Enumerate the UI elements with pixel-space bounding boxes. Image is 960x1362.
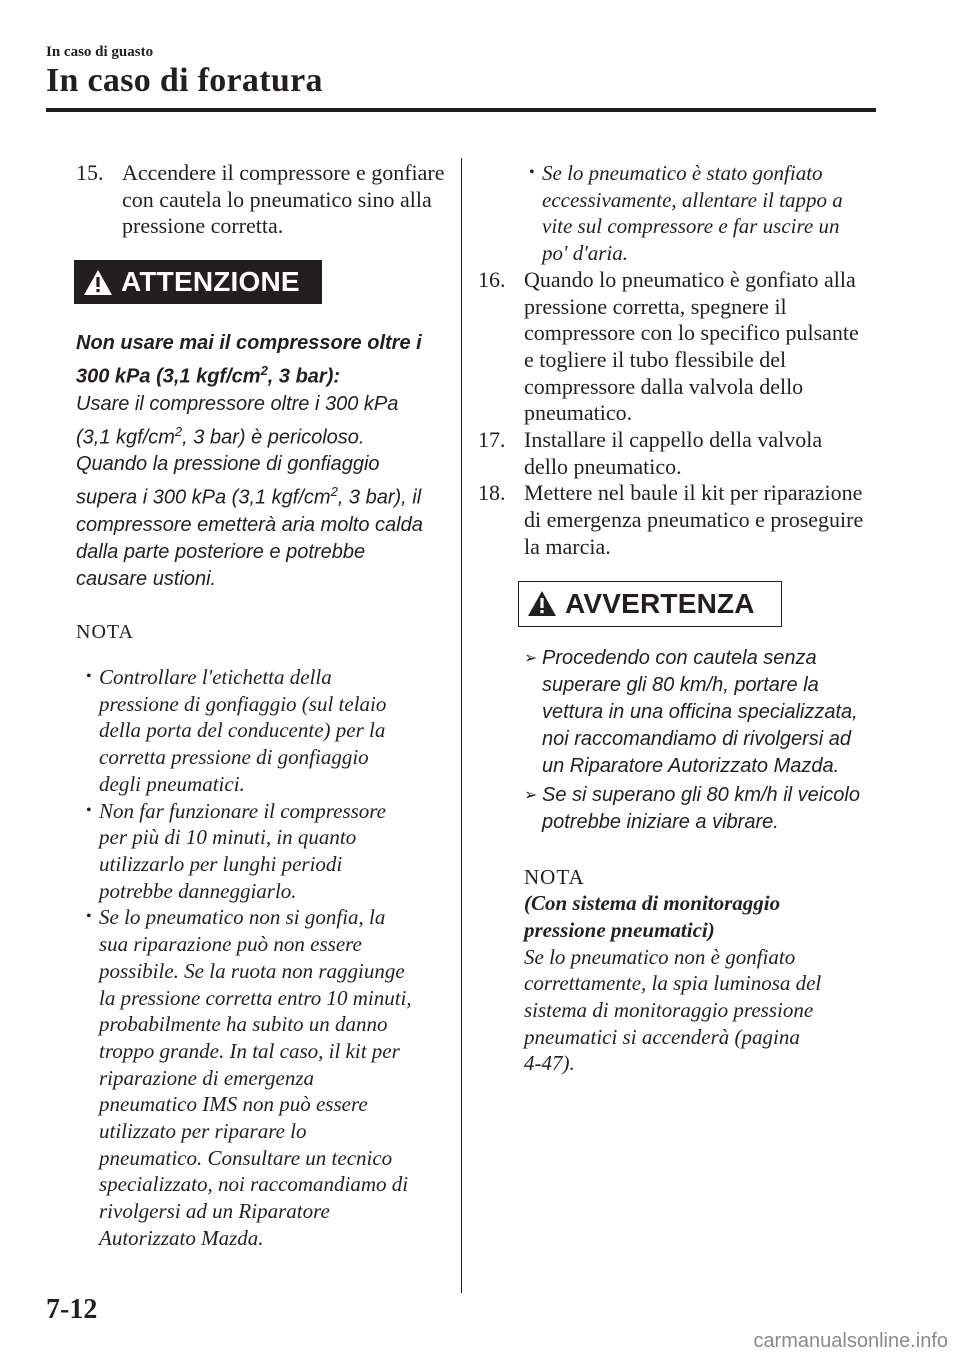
nota-subheading: pressione pneumatici) <box>524 917 715 942</box>
nota-body-line: Se lo pneumatico non è gonfiato <box>524 944 796 969</box>
nota-body-line: correttamente, la spia luminosa del <box>524 971 822 996</box>
attenzione-body-line: (3,1 kgf/$cm^2$, 3 bar) è pericoloso. <box>76 423 365 449</box>
nota-bullet: • Non far funzionare il compressore per più di 10 minuti, in quanto utilizzarlo per lunghi periodi potrebbe danneggiarlo. <box>86 798 386 903</box>
avvertenza-item: ➢ Se si superano gli 80 km/h il veicolo potrebbe iniziare a vibrare. <box>524 783 860 833</box>
step-number: 15. <box>76 160 104 185</box>
nota-body-line: 4-47). <box>524 1051 575 1076</box>
avvertenza-box <box>518 581 874 627</box>
step-15 <box>76 160 446 240</box>
nota-bullet: • Controllare l'etichetta della pressione di gonfiaggio (sul telaio della porta del conducente) per la corretta pressione di gonfiaggio degli pneumatici. <box>86 665 387 796</box>
left-column <box>76 160 446 1252</box>
page-number: 7-12 <box>46 1294 98 1325</box>
nota-right <box>524 864 874 1078</box>
nota-bullet: • Se lo pneumatico non si gonfia, la sua riparazione può non essere possibile. Se la ruota non raggiunge la pressione corretta entro 10 minuti, probabilmente ha subito un danno troppo grande. In tal caso, il kit per riparazione di emergenza pneumatico IMS non può essere utilizzato per riparare lo pneumatico. Consultare un tecnico specializzato, noi raccomandiamo di rivolgersi ad un Riparatore Autorizzato Mazda. <box>86 905 412 1250</box>
avvertenza-item: ➢ Procedendo con cautela senza superare gli 80 km/h, portare la vettura in una officina specializzata, noi raccomandiamo di rivolgersi ad un Riparatore Autorizzato Mazda. <box>524 646 858 777</box>
avvertenza-items <box>524 645 874 836</box>
step-16: 16. Quando lo pneumatico è gonfiato alla pressione corretta, spegnere il compressore con lo specifico pulsante e togliere il tubo flessibile del compressore dalla valvola dello pneumatico. <box>478 266 859 426</box>
column-divider <box>461 158 462 1293</box>
step-text: Accendere il compressore e gonfiare <box>122 160 445 185</box>
attenzione-body-line: Quando la pressione di gonfiaggio <box>76 453 380 476</box>
bullet-dot-icon: • <box>86 908 92 926</box>
attenzione-body-line: causare ustioni. <box>76 568 217 591</box>
section-label: In caso di guasto <box>46 44 154 60</box>
nota-body-line: sistema di monitoraggio pressione <box>524 998 814 1023</box>
avvertenza-label: AVVERTENZA <box>565 587 755 619</box>
nota-body-line: pneumatici si accenderà (pagina <box>524 1024 800 1049</box>
attenzione-box <box>74 260 446 304</box>
warning-triangle-icon <box>527 590 557 617</box>
bullet-dot-icon: • <box>86 801 92 819</box>
warning-triangle-icon <box>83 269 113 296</box>
attenzione-heading: 300 kPa (3,1 kgf/$cm^2$, 3 bar): <box>76 363 341 388</box>
avvertenza-header <box>518 581 782 627</box>
attenzione-heading: Non usare mai il compressore oltre i <box>76 332 422 355</box>
nota-subheading: (Con sistema di monitoraggio <box>524 891 781 916</box>
attenzione-body-line: compressore emetterà aria molto calda <box>76 514 423 537</box>
page-title: In caso di foratura <box>46 62 323 99</box>
bullet-dot-icon: • <box>86 668 92 686</box>
step-17: 17. Installare il cappello della valvola dello pneumatico. <box>478 427 823 479</box>
nota-bullets <box>86 664 446 1251</box>
attenzione-body-line: dalla parte posteriore e potrebbe <box>76 541 366 564</box>
attenzione-body-line: Usare il compressore oltre i 300 kPa <box>76 392 399 415</box>
attenzione-label: ATTENZIONE <box>121 266 300 298</box>
step-text: con cautela lo pneumatico sino alla <box>122 186 432 212</box>
top-bullet: • Se lo pneumatico è stato gonfiato eccessivamente, allentare il tappo a vite sul compressore e far uscire un po' d'aria. <box>529 161 843 266</box>
nota-heading: NOTA <box>524 864 585 889</box>
watermark: carmanualsonline.info <box>753 1330 948 1352</box>
arrow-bullet-icon: ➢ <box>524 649 538 667</box>
attenzione-header <box>74 260 322 304</box>
bullet-dot-icon: • <box>529 164 535 181</box>
step-18: 18. Mettere nel baule il kit per riparazione di emergenza pneumatico e proseguire la marcia. <box>478 480 864 559</box>
arrow-bullet-icon: ➢ <box>524 786 538 804</box>
step-text: pressione corretta. <box>122 213 284 239</box>
title-rule <box>46 108 876 112</box>
right-column <box>478 160 874 1077</box>
attenzione-text <box>76 330 446 593</box>
nota-heading: NOTA <box>76 621 134 644</box>
attenzione-body-line: supera i 300 kPa (3,1 kgf/$cm^2$, 3 bar), il <box>76 484 422 510</box>
